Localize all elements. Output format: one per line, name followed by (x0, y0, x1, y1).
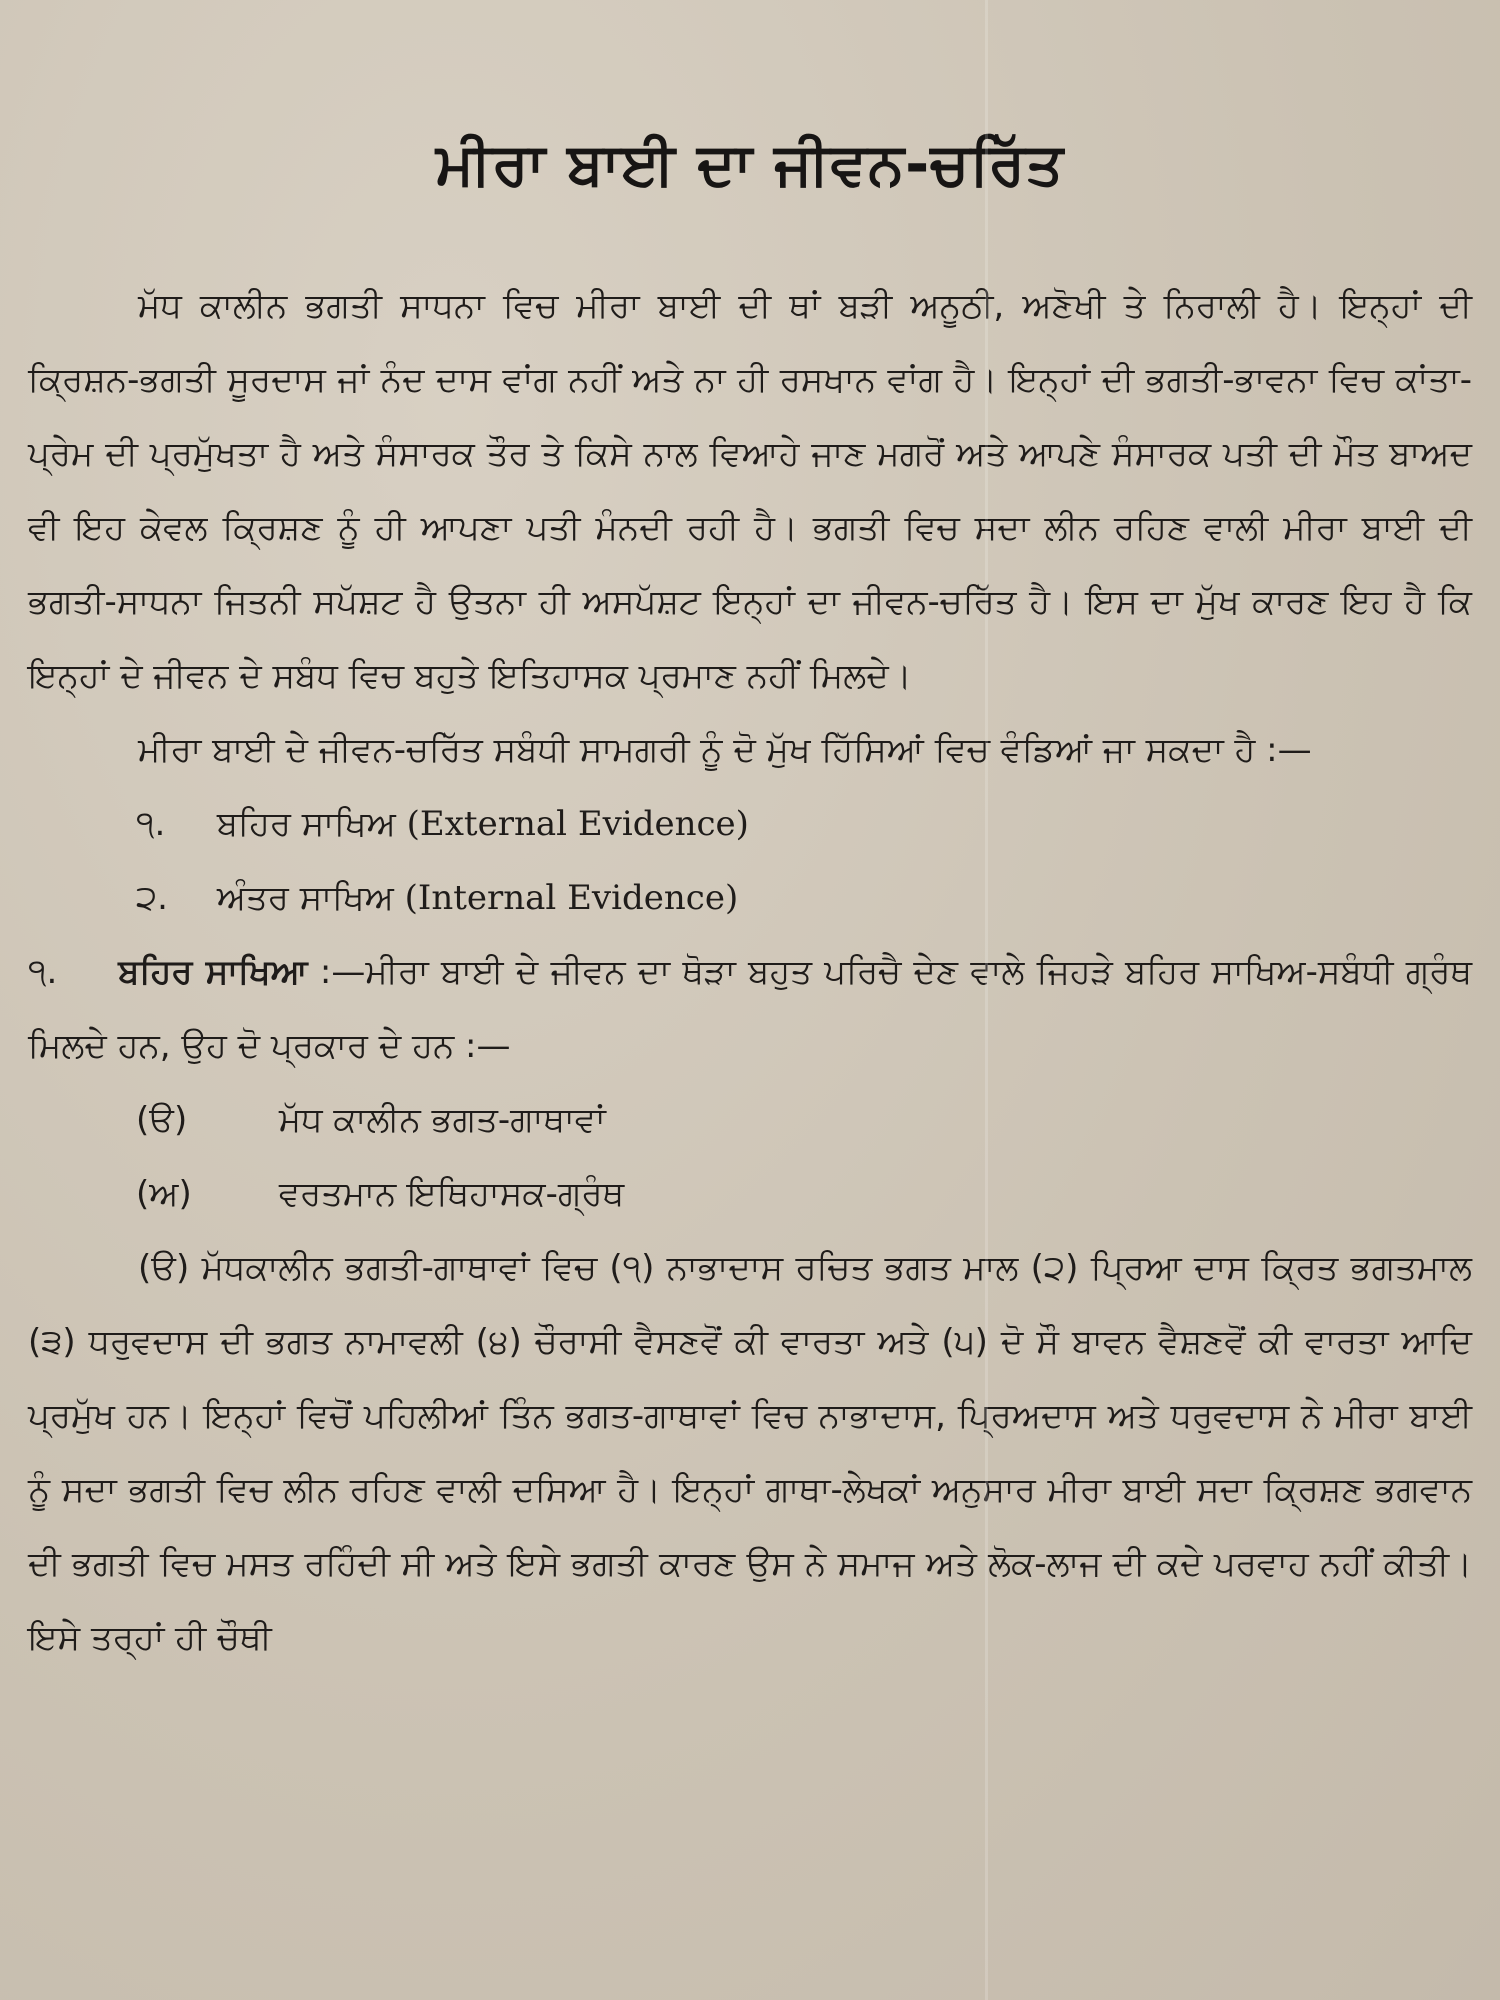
evidence-number: ੨. (136, 878, 168, 918)
evidence-label-pa: ਬਹਿਰ ਸਾਖਿਅ (216, 804, 396, 844)
evidence-item-internal (28, 861, 1472, 935)
intro-paragraph: ਮੱਧ ਕਾਲੀਨ ਭਗਤੀ ਸਾਧਨਾ ਵਿਚ ਮੀਰਾ ਬਾਈ ਦੀ ਥਾਂ ਬੜੀ ਅਨੂਠੀ, ਅਣੋਖੀ ਤੇ ਨਿਰਾਲੀ ਹੈ। ਇਨ੍ਹਾਂ ਦੀ ਕ੍ਰਿਸ਼ਨ-ਭਗਤੀ ਸੂਰਦਾਸ ਜਾਂ ਨੰਦ ਦਾਸ ਵਾਂਗ ਨਹੀਂ ਅਤੇ ਨਾ ਹੀ ਰਸਖਾਨ ਵਾਂਗ ਹੈ। ਇਨ੍ਹਾਂ ਦੀ ਭਗਤੀ-ਭਾਵਨਾ ਵਿਚ ਕਾਂਤਾ-ਪ੍ਰੇਮ ਦੀ ਪ੍ਰਮੁੱਖਤਾ ਹੈ ਅਤੇ ਸੰਸਾਰਕ ਤੌਰ ਤੇ ਕਿਸੇ ਨਾਲ ਵਿਆਹੇ ਜਾਣ ਮਗਰੋਂ ਅਤੇ ਆਪਣੇ ਸੰਸਾਰਕ ਪਤੀ ਦੀ ਮੌਤ ਬਾਅਦ ਵੀ ਇਹ ਕੇਵਲ ਕ੍ਰਿਸ਼ਣ ਨੂੰ ਹੀ ਆਪਣਾ ਪਤੀ ਮੰਨਦੀ ਰਹੀ ਹੈ। ਭਗਤੀ ਵਿਚ ਸਦਾ ਲੀਨ ਰਹਿਣ ਵਾਲੀ ਮੀਰਾ ਬਾਈ ਦੀ ਭਗਤੀ-ਸਾਧਨਾ ਜਿਤਨੀ ਸਪੱਸ਼ਟ ਹੈ ਉਤਨਾ ਹੀ ਅਸਪੱਸ਼ਟ ਇਨ੍ਹਾਂ ਦਾ ਜੀਵਨ-ਚਰਿੱਤ ਹੈ। ਇਸ ਦਾ ਮੁੱਖ ਕਾਰਣ ਇਹ ਹੈ ਕਿ ਇਨ੍ਹਾਂ ਦੇ ਜੀਵਨ ਦੇ ਸਬੰਧ ਵਿਚ ਬਹੁਤੇ ਇਤਿਹਾਸਕ ਪ੍ਰਮਾਣ ਨਹੀਂ ਮਿਲਦੇ। (28, 286, 1472, 696)
division-paragraph: ਮੀਰਾ ਬਾਈ ਦੇ ਜੀਵਨ-ਚਰਿੱਤ ਸਬੰਧੀ ਸਾਮਗਰੀ ਨੂੰ ਦੋ ਮੁੱਖ ਹਿੱਸਿਆਂ ਵਿਚ ਵੰਡਿਆਂ ਜਾ ਸਕਦਾ ਹੈ :— (138, 730, 1312, 770)
sub-item-label: (ੳ) (136, 1100, 188, 1140)
sub-item-label: (ਅ) (136, 1174, 192, 1214)
evidence-item-external (28, 787, 1472, 861)
evidence-label-en: (External Evidence) (406, 804, 749, 844)
sub-item-text: ਵਰਤਮਾਨ ਇਥਿਹਾਸਕ-ਗ੍ਰੰਥ (278, 1174, 625, 1214)
medieval-sources-paragraph: (ੳ) ਮੱਧਕਾਲੀਨ ਭਗਤੀ-ਗਾਥਾਵਾਂ ਵਿਚ (੧) ਨਾਭਾਦਾਸ ਰਚਿਤ ਭਗਤ ਮਾਲ (੨) ਪ੍ਰਿਆ ਦਾਸ ਕ੍ਰਿਤ ਭਗਤਮਾਲ (੩) ਧਰੁਵਦਾਸ ਦੀ ਭਗਤ ਨਾਮਾਵਲੀ (੪) ਚੌਰਾਸੀ ਵੈਸਣਵੋਂ ਕੀ ਵਾਰਤਾ ਅਤੇ (੫) ਦੋ ਸੌ ਬਾਵਨ ਵੈਸ਼ਣਵੋਂ ਕੀ ਵਾਰਤਾ ਆਦਿ ਪ੍ਰਮੁੱਖ ਹਨ। ਇਨ੍ਹਾਂ ਵਿਚੋਂ ਪਹਿਲੀਆਂ ਤਿੰਨ ਭਗਤ-ਗਾਥਾਵਾਂ ਵਿਚ ਨਾਭਾਦਾਸ, ਪ੍ਰਿਅਦਾਸ ਅਤੇ ਧਰੁਵਦਾਸ ਨੇ ਮੀਰਾ ਬਾਈ ਨੂੰ ਸਦਾ ਭਗਤੀ ਵਿਚ ਲੀਨ ਰਹਿਣ ਵਾਲੀ ਦਸਿਆ ਹੈ। ਇਨ੍ਹਾਂ ਗਾਥਾ-ਲੇਖਕਾਂ ਅਨੁਸਾਰ ਮੀਰਾ ਬਾਈ ਸਦਾ ਕ੍ਰਿਸ਼ਣ ਭਗਵਾਨ ਦੀ ਭਗਤੀ ਵਿਚ ਮਸਤ ਰਹਿੰਦੀ ਸੀ ਅਤੇ ਇਸੇ ਭਗਤੀ ਕਾਰਣ ਉਸ ਨੇ ਸਮਾਜ ਅਤੇ ਲੋਕ-ਲਾਜ ਦੀ ਕਦੇ ਪਰਵਾਹ ਨਹੀਂ ਕੀਤੀ। ਇਸੇ ਤਰ੍ਹਾਂ ਹੀ ਚੌਥੀ (28, 1248, 1472, 1658)
section-external-evidence (28, 935, 1472, 1083)
section-text: :—ਮੀਰਾ ਬਾਈ ਦੇ ਜੀਵਨ ਦਾ ਥੋੜਾ ਬਹੁਤ ਪਰਿਚੈ ਦੇਣ ਵਾਲੇ ਜਿਹੜੇ ਬਹਿਰ ਸਾਖਿਅ-ਸਬੰਧੀ ਗ੍ਰੰਥ ਮਿਲਦੇ ਹਨ, ਉਹ ਦੋ ਪ੍ਰਕਾਰ ਦੇ ਹਨ :— (28, 952, 1473, 1066)
sub-item-modern (28, 1157, 1472, 1231)
sub-item-medieval (28, 1083, 1472, 1157)
chapter-title: ਮੀਰਾ ਬਾਈ ਦਾ ਜੀਵਨ-ਚਰਿੱਤ (435, 130, 1065, 198)
evidence-label-pa: ਅੰਤਰ ਸਾਖਿਅ (216, 878, 394, 918)
evidence-label-en: (Internal Evidence) (404, 878, 739, 918)
section-heading: ਬਹਿਰ ਸਾਖਿਆ (118, 952, 308, 992)
section-number: ੧. (28, 952, 58, 992)
sub-item-text: ਮੱਧ ਕਾਲੀਨ ਭਗਤ-ਗਾਥਾਵਾਂ (278, 1100, 606, 1140)
evidence-number: ੧. (136, 804, 166, 844)
page-fold-line (985, 0, 988, 2000)
